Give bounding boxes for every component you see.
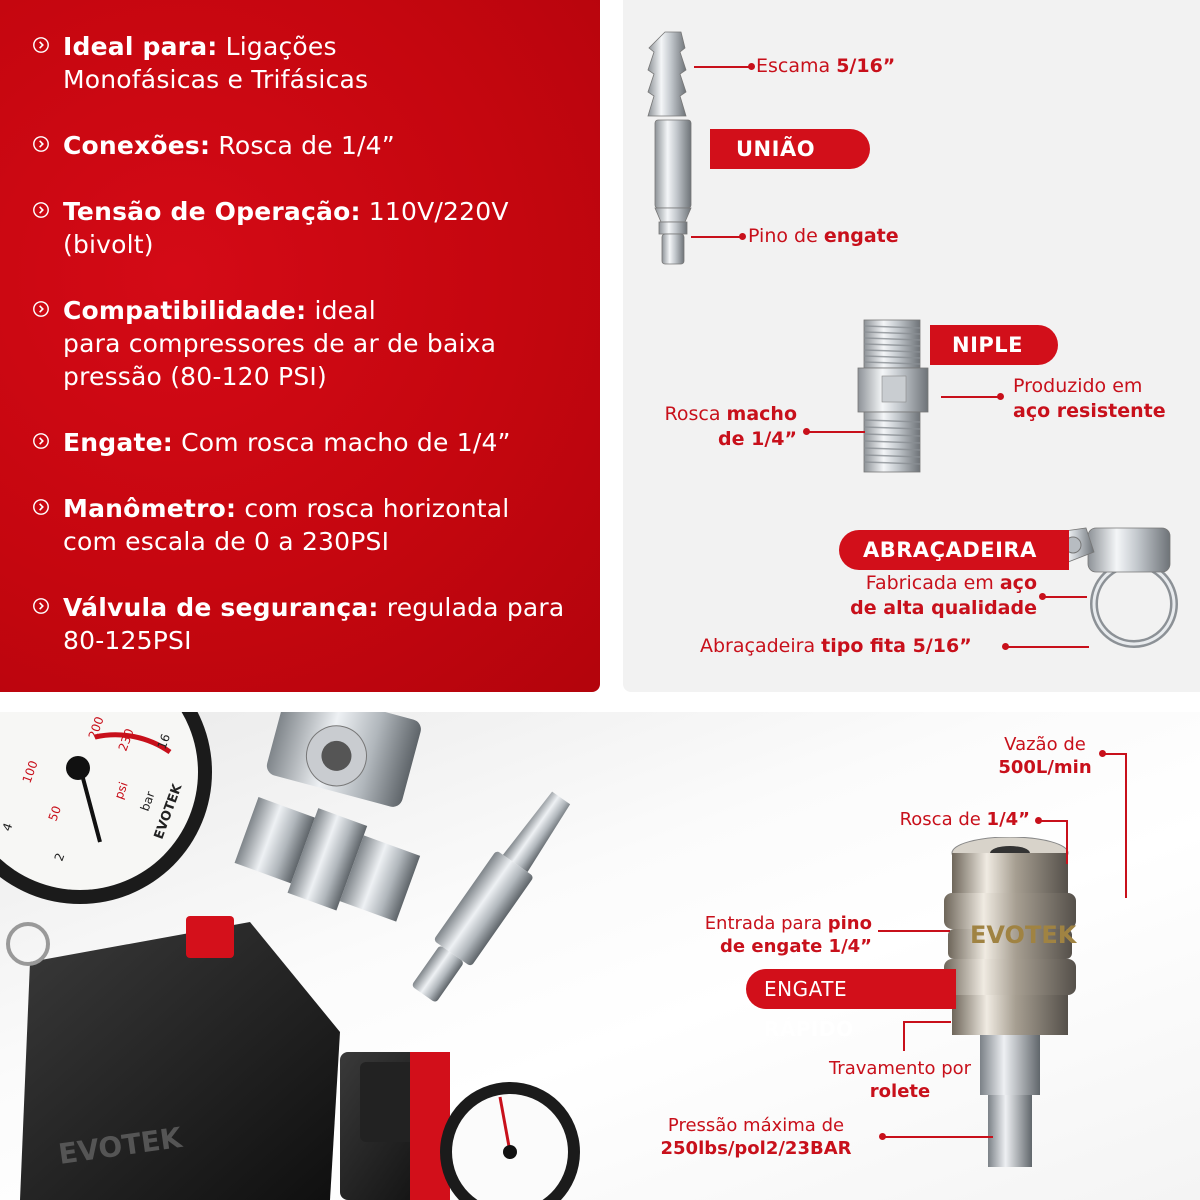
niple-fitting-image (856, 316, 936, 476)
spec-manometro (30, 492, 575, 558)
engate-rapido-tag: ENGATE RÁPIDO (746, 969, 956, 1009)
escama-label: Escama 5/16” (756, 55, 896, 77)
chevron-circle-icon (30, 36, 52, 54)
gauge-brand: EVOTEK (151, 782, 186, 842)
chevron-circle-icon (30, 300, 52, 318)
gauge-unit: bar (137, 789, 158, 814)
leader-line (1102, 753, 1127, 755)
spec-valvula (30, 591, 575, 657)
leader-line (1125, 753, 1127, 898)
leader-line (878, 930, 950, 932)
spec-key: Ideal para: (63, 32, 218, 61)
abracadeira-clamp-image (1048, 520, 1188, 650)
product-collage-image (0, 712, 680, 1200)
leader-line (883, 1136, 993, 1138)
leader-line (691, 236, 741, 238)
leader-line (1038, 820, 1068, 822)
chevron-circle-icon (30, 498, 52, 516)
spec-key: Manômetro: (63, 494, 237, 523)
leader-dot (1039, 593, 1046, 600)
fabricada-label: Fabricada em aço de alta qualidade (850, 572, 1037, 619)
spec-conexoes (30, 129, 575, 162)
leader-line (694, 66, 751, 68)
gauge-tick: 200 (85, 714, 107, 742)
gauge-unit: psi (111, 780, 131, 802)
spec-value: regulada para (386, 593, 565, 622)
tipo-fita-label: Abraçadeira tipo fita 5/16” (700, 635, 972, 657)
niple-tag: NIPLE (930, 325, 1058, 365)
spec-engate (30, 426, 575, 459)
chevron-circle-icon (30, 597, 52, 615)
spec-key: Compatibilidade: (63, 296, 307, 325)
gauge-tick: 100 (19, 758, 41, 786)
spec-key: Engate: (63, 428, 173, 457)
spec-tensao (30, 195, 575, 261)
leader-line (1066, 820, 1068, 864)
spec-value: Rosca de 1/4” (218, 131, 395, 160)
vazao-label: Vazão de 500L/min (998, 734, 1092, 778)
spec-key: Válvula de segurança: (63, 593, 379, 622)
leader-line (903, 1021, 905, 1051)
spec-key: Tensão de Operação: (63, 197, 361, 226)
uniao-fitting-image (638, 28, 708, 270)
spec-value: Monofásicas e Trifásicas (63, 65, 369, 94)
spec-value: Com rosca macho de 1/4” (181, 428, 511, 457)
spec-value: ideal (314, 296, 376, 325)
leader-dot (997, 393, 1004, 400)
pino-label: Pino de engate (748, 225, 899, 247)
spec-value: 110V/220V (368, 197, 509, 226)
leader-line (1006, 646, 1089, 648)
product-photo-area (0, 712, 1200, 1200)
leader-dot (739, 233, 746, 240)
rosca-label: Rosca de 1/4” (899, 809, 1030, 830)
spec-value: 80-125PSI (63, 626, 192, 655)
spec-ideal-para (30, 30, 575, 96)
gauge-tick: 230 (115, 726, 137, 754)
coupler-brand: EVOTEK (970, 921, 1077, 949)
engate-rapido-image (940, 837, 1080, 1172)
pressao-label: Pressão máxima de 250lbs/pol2/23BAR (660, 1115, 852, 1159)
gauge-tick: 4 (0, 821, 16, 834)
leader-line (941, 396, 1003, 398)
specifications-panel (0, 0, 600, 692)
gauge-tick: 16 (154, 731, 174, 752)
spec-value: para compressores de ar de baixa (63, 329, 497, 358)
spec-value: Ligações (225, 32, 337, 61)
chevron-circle-icon (30, 135, 52, 153)
uniao-tag: UNIÃO (710, 129, 870, 169)
rosca-macho-label: Rosca macho de 1/4” (664, 403, 797, 450)
parts-panel (623, 0, 1200, 692)
gauge-tick: 50 (45, 803, 65, 824)
gauge-tick: 2 (51, 851, 68, 864)
travamento-label: Travamento por rolete (828, 1058, 972, 1102)
spec-value: (bivolt) (63, 230, 154, 259)
switch-brand: EVOTEK (56, 1120, 184, 1171)
chevron-circle-icon (30, 432, 52, 450)
spec-compatibilidade (30, 294, 575, 393)
leader-line (807, 431, 865, 433)
produzido-label: Produzido em aço resistente (1013, 375, 1166, 422)
abracadeira-tag: ABRAÇADEIRA (839, 530, 1069, 570)
spec-value: pressão (80-120 PSI) (63, 362, 327, 391)
chevron-circle-icon (30, 201, 52, 219)
spec-key: Conexões: (63, 131, 211, 160)
leader-line (1043, 596, 1087, 598)
leader-line (903, 1021, 951, 1023)
entrada-label: Entrada para pino de engate 1/4” (704, 913, 872, 957)
spec-value: com rosca horizontal (244, 494, 510, 523)
leader-dot (748, 63, 755, 70)
spec-value: com escala de 0 a 230PSI (63, 527, 390, 556)
